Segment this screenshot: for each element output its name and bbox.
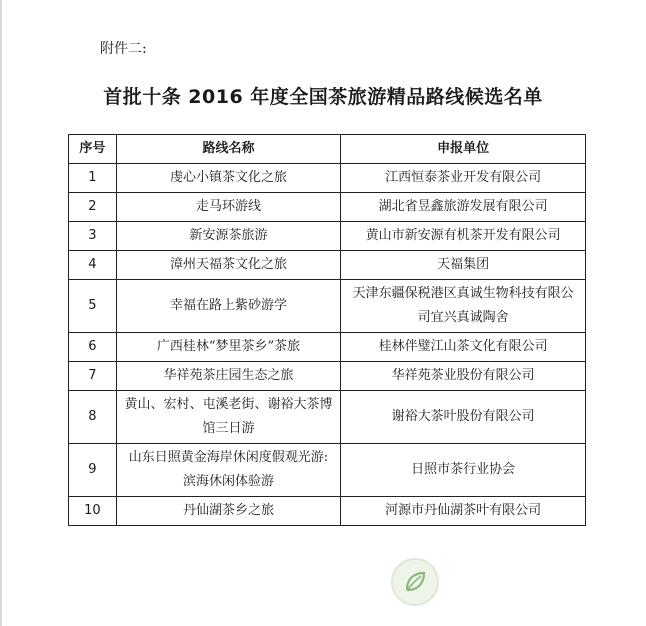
cell-no: 7 — [69, 362, 117, 391]
table-row — [69, 280, 586, 333]
cell-route: 走马环游线 — [116, 193, 340, 222]
cell-unit: 天津东疆保税港区真诚生物科技有限公司宜兴真诚陶舍 — [341, 280, 586, 333]
table-row — [69, 164, 586, 193]
cell-no: 3 — [69, 222, 117, 251]
cell-unit: 桂林伴璧江山茶文化有限公司 — [341, 333, 586, 362]
column-header-route: 路线名称 — [116, 135, 340, 164]
cell-unit: 河源市丹仙湖茶叶有限公司 — [341, 497, 586, 526]
cell-unit: 华祥苑茶业股份有限公司 — [341, 362, 586, 391]
table-row — [69, 222, 586, 251]
page-title: 首批十条 2016 年度全国茶旅游精品路线候选名单 — [103, 86, 543, 108]
cell-route: 虔心小镇茶文化之旅 — [116, 164, 340, 193]
cell-route: 华祥苑茶庄园生态之旅 — [116, 362, 340, 391]
cell-unit: 黄山市新安源有机茶开发有限公司 — [341, 222, 586, 251]
table-row — [69, 391, 586, 444]
cell-route: 黄山、宏村、屯溪老街、谢裕大茶博馆三日游 — [116, 391, 340, 444]
cell-no: 2 — [69, 193, 117, 222]
leaf-icon — [401, 568, 429, 596]
cell-no: 5 — [69, 280, 117, 333]
cell-no: 4 — [69, 251, 117, 280]
attachment-label: 附件二: — [100, 41, 147, 57]
cell-route: 广西桂林“梦里茶乡”茶旅 — [116, 333, 340, 362]
cell-no: 10 — [69, 497, 117, 526]
watermark-badge — [391, 558, 439, 606]
cell-route: 幸福在路上紫砂游学 — [116, 280, 340, 333]
cell-route: 丹仙湖茶乡之旅 — [116, 497, 340, 526]
cell-unit: 湖北省昱鑫旅游发展有限公司 — [341, 193, 586, 222]
table-row — [69, 251, 586, 280]
cell-no: 8 — [69, 391, 117, 444]
table-row — [69, 333, 586, 362]
table-row — [69, 362, 586, 391]
cell-route: 漳州天福茶文化之旅 — [116, 251, 340, 280]
cell-unit: 日照市茶行业协会 — [341, 444, 586, 497]
cell-unit: 天福集团 — [341, 251, 586, 280]
cell-no: 1 — [69, 164, 117, 193]
column-header-no: 序号 — [69, 135, 117, 164]
table-row — [69, 497, 586, 526]
cell-unit: 江西恒泰茶业开发有限公司 — [341, 164, 586, 193]
table-row — [69, 193, 586, 222]
cell-unit: 谢裕大茶叶股份有限公司 — [341, 391, 586, 444]
candidate-routes-table — [68, 134, 586, 526]
cell-no: 6 — [69, 333, 117, 362]
column-header-unit: 申报单位 — [341, 135, 586, 164]
cell-no: 9 — [69, 444, 117, 497]
table-row — [69, 444, 586, 497]
cell-route: 山东日照黄金海岸休闲度假观光游:滨海休闲体验游 — [116, 444, 340, 497]
cell-route: 新安源茶旅游 — [116, 222, 340, 251]
